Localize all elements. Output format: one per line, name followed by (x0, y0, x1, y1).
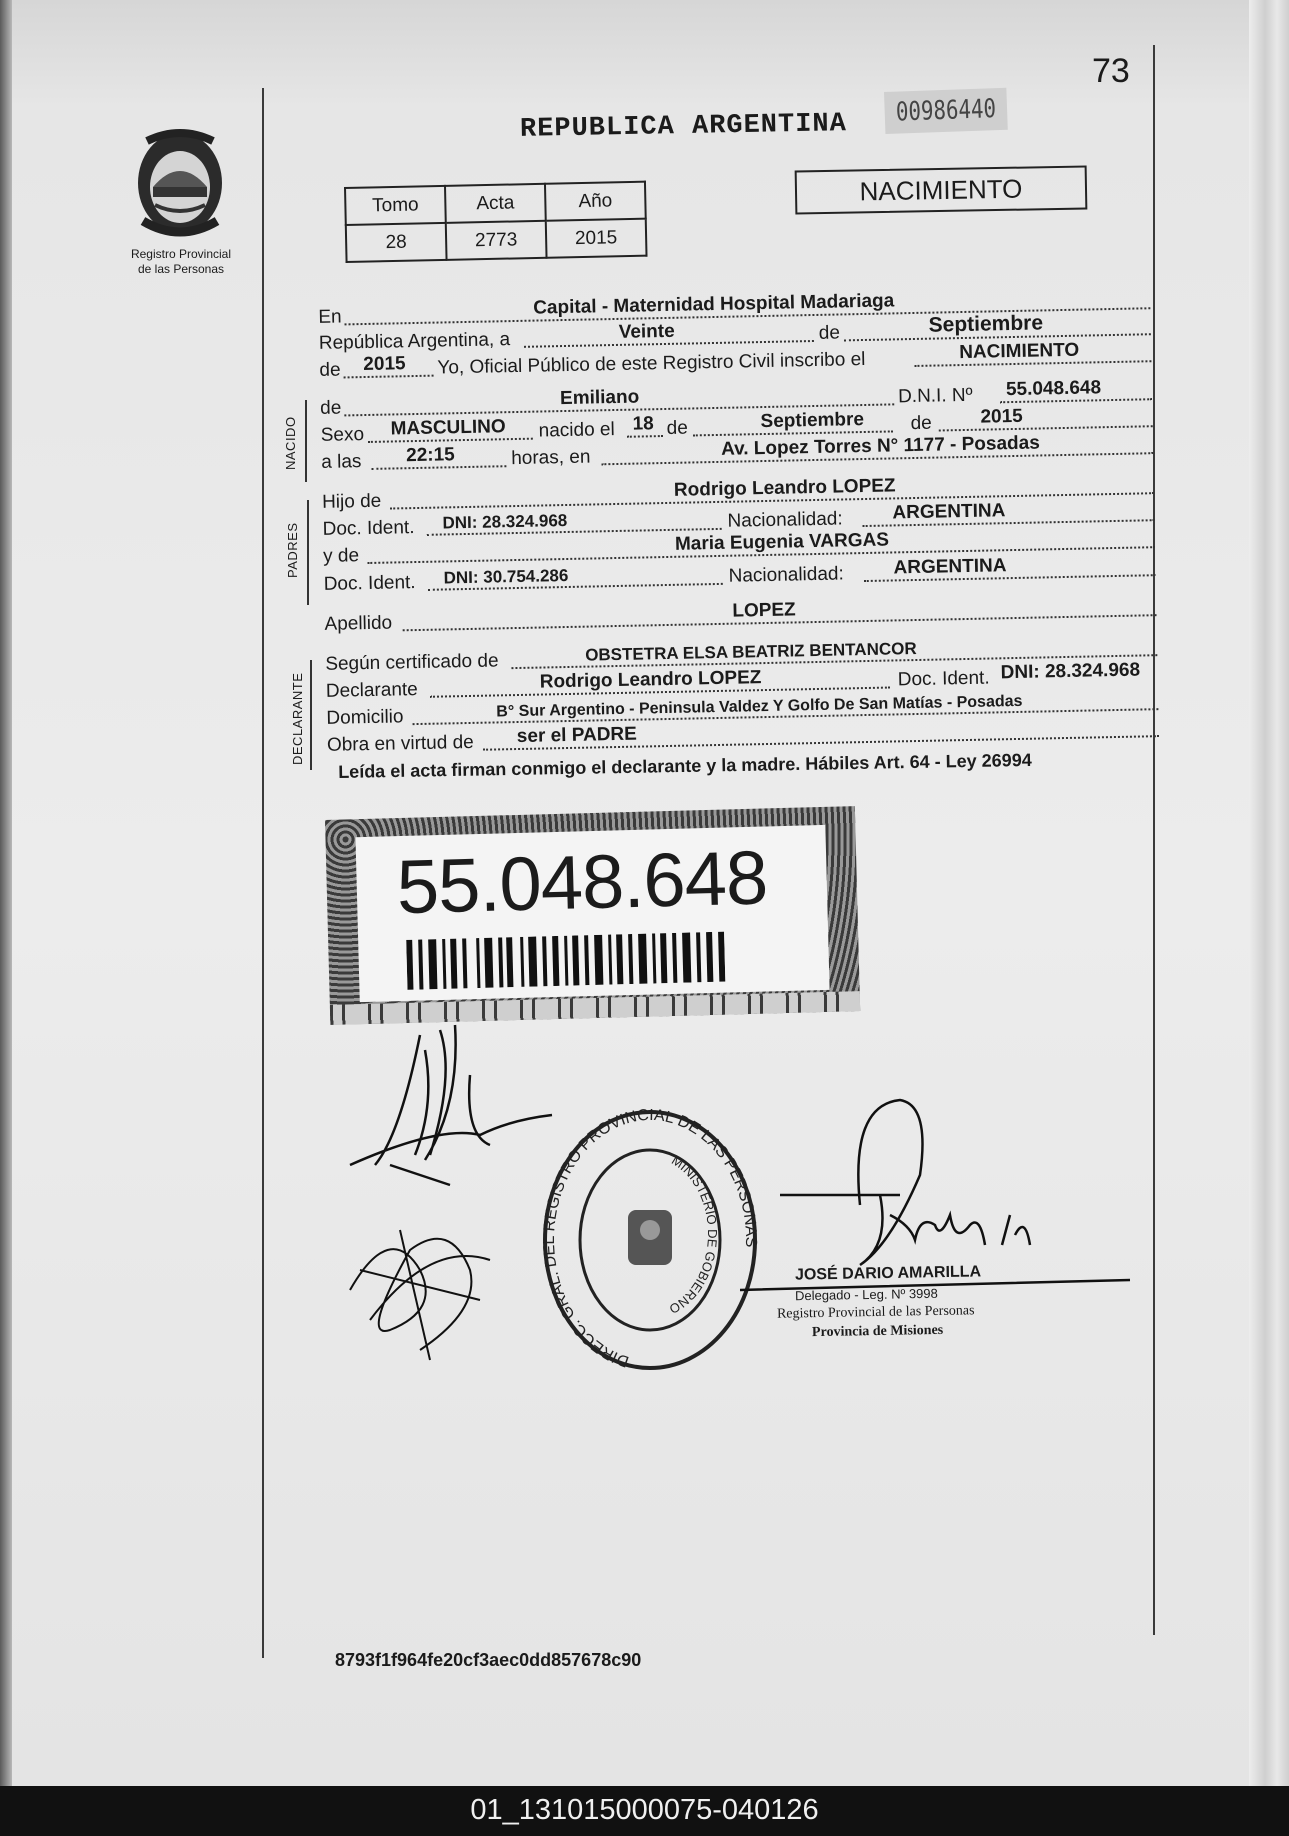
mother-doc: DNI: 30.754.286 (443, 565, 569, 588)
label-address: Domicilio (326, 706, 404, 729)
officer-name: JOSÉ DARIO AMARILLA (794, 1263, 982, 1284)
label-dni: D.N.I. Nº (897, 384, 973, 408)
label-nationality: Nacionalidad: (728, 563, 844, 587)
book-table-cell: 2015 (546, 219, 647, 258)
label-year-de: de (319, 359, 341, 381)
seal-inner-text: MINISTERIO DE GOBIERNO (666, 1152, 721, 1317)
svg-text:MINISTERIO DE GOBIERNO (667, 1152, 720, 1316)
provincial-crest-logo (125, 125, 235, 245)
label-nationality: Nacionalidad: (727, 508, 843, 532)
label-doc: Doc. Ident. (323, 572, 416, 595)
form-row-surname (324, 593, 1156, 636)
birth-time: 22:15 (405, 444, 455, 467)
legal-note: Leída el acta firman conmigo el declarante y la madre. Hábiles Art. 64 - Ley 26994 (338, 749, 1032, 782)
section-label-nacido: NACIDO (283, 416, 298, 470)
label-declarant: Declarante (325, 679, 418, 702)
barcode-icon (406, 932, 725, 990)
label-time: a las (321, 451, 362, 473)
signature-scribble (330, 1210, 530, 1365)
born-year: 2015 (980, 405, 1023, 428)
registry-caption-line1: Registro Provincial (130, 247, 232, 261)
birth-address: Av. Lopez Torres N° 1177 - Posadas (720, 432, 1041, 460)
book-table (344, 181, 648, 263)
label-de: de (818, 322, 841, 344)
label-name-de: de (319, 397, 342, 419)
record-month: Septiembre (928, 311, 1044, 337)
label-en: En (318, 306, 342, 328)
section-label-padres: PADRES (285, 522, 300, 578)
scan-footer-bar (0, 1786, 1289, 1836)
label-mother: y de (322, 545, 360, 567)
section-label-declarante: DECLARANTE (290, 672, 305, 765)
officer-registry: Registro Provincial de las Personas (776, 1303, 975, 1322)
label-hours: horas, en (511, 446, 591, 470)
book-table-header: Tomo (345, 186, 446, 225)
page-number: 73 (1092, 52, 1130, 90)
scan-edge-right (1249, 0, 1289, 1786)
seal-outer-text: DIRECC. GRAL. DEL REGISTRO PROVINCIAL DE LAS PERSONAS (541, 1106, 760, 1370)
act-type-box: NACIMIENTO (795, 165, 1088, 214)
label-virtue: Obra en virtud de (326, 731, 474, 756)
label-doc: Doc. Ident. (322, 517, 415, 540)
label-born-de2: de (910, 412, 932, 435)
book-table-value-row (346, 219, 647, 262)
book-table-header: Acta (445, 184, 546, 223)
declarante-bracket (310, 660, 312, 770)
label-sex: Sexo (320, 424, 365, 446)
father-name: Rodrigo Leandro LOPEZ (673, 475, 896, 501)
scan-edge-left (0, 0, 12, 1786)
born-month: Septiembre (760, 409, 865, 433)
dotted-line (939, 425, 1153, 431)
certificate-issuer: OBSTETRA ELSA BEATRIZ BENTANCOR (585, 638, 917, 665)
label-born-de: de (666, 417, 689, 439)
book-table-cell: 2773 (446, 221, 547, 260)
left-margin-line (262, 88, 264, 1658)
declarant-relation: ser el PADRE (516, 723, 638, 748)
declarant-name: Rodrigo Leandro LOPEZ (539, 667, 762, 693)
serial-number-stamp: 00986440 (884, 88, 1008, 134)
father-nationality: ARGENTINA (892, 500, 1006, 524)
scan-file-id: 01_131015000075-040126 (470, 1794, 819, 1826)
child-sex: MASCULINO (390, 416, 506, 440)
dni-number-large: 55.048.648 (395, 835, 769, 931)
label-republic: República Argentina, a (318, 329, 511, 354)
surname: LOPEZ (732, 599, 796, 622)
officer-province: Provincia de Misiones (811, 1322, 944, 1341)
label-declarant-doc: Doc. Ident. (897, 667, 990, 691)
book-table-header: Año (545, 182, 646, 221)
nacido-bracket (305, 400, 307, 482)
book-table-cell: 28 (346, 223, 447, 262)
birth-institution: Capital - Maternidad Hospital Madariaga (533, 290, 895, 319)
declarant-address: B° Sur Argentino - Peninsula Valdez Y Golfo De San Matías - Posadas (496, 692, 1023, 721)
mother-nationality: ARGENTINA (893, 555, 1007, 579)
record-day: Veinte (618, 320, 675, 343)
born-day: 18 (632, 413, 654, 435)
label-surname: Apellido (324, 612, 393, 635)
country-title: REPUBLICA ARGENTINA (519, 109, 848, 145)
record-year: 2015 (363, 353, 406, 376)
label-certificate: Según certificado de (325, 650, 499, 675)
officer-role: Delegado - Leg. Nº 3998 (794, 1285, 938, 1304)
registry-caption (118, 247, 244, 277)
label-father: Hijo de (321, 490, 382, 513)
book-table-header-row (345, 182, 646, 225)
father-doc: DNI: 28.324.968 (442, 510, 568, 533)
right-margin-line (1153, 45, 1155, 1635)
inscribe-text: Yo, Oficial Público de este Registro Civil inscribo el (437, 348, 866, 379)
declarant-doc: DNI: 28.324.968 (1000, 659, 1141, 684)
child-dni: 55.048.648 (1005, 377, 1102, 401)
mother-name: Maria Eugenia VARGAS (674, 529, 890, 555)
official-seal (540, 1105, 760, 1375)
inscribed-act: NACIMIENTO (958, 339, 1080, 364)
document-hash: 8793f1f964fe20cf3aec0dd857678c90 (335, 1650, 642, 1670)
dni-barcode-label (325, 806, 860, 1025)
child-name: Emiliano (559, 386, 640, 410)
padres-bracket (307, 500, 309, 605)
registry-caption-line2: de las Personas (137, 262, 225, 276)
label-born: nacido el (538, 419, 615, 442)
label-white-area (355, 825, 829, 1002)
